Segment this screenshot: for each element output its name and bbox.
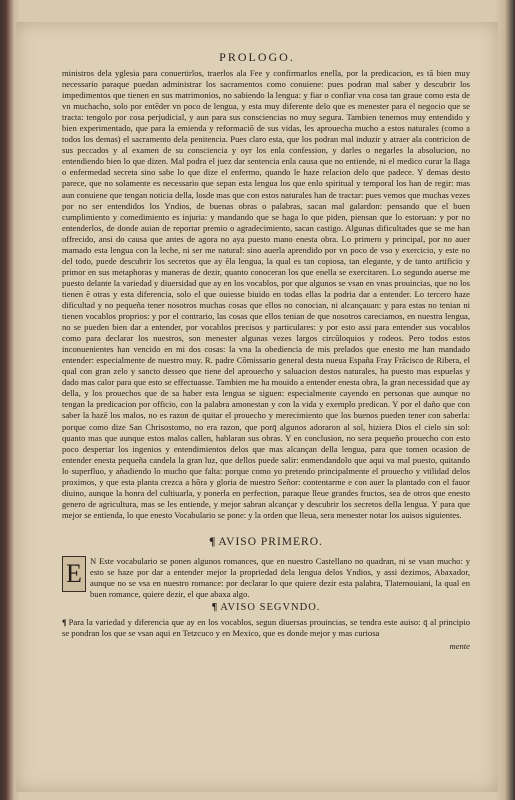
pilcrow-icon: ¶ — [211, 602, 219, 614]
aviso-primero-section — [62, 556, 470, 600]
drop-cap-letter: E — [62, 556, 86, 592]
aviso-primero-heading: ¶ AVISO PRIMERO. — [209, 535, 323, 548]
book-page — [16, 22, 498, 792]
prologue-paragraph: ministros dela yglesia para conuertirlos, traerlos ala Fee y confirmarlos enella, por la predicacion, es tā bien muy necessario paraque puedan administrar los sacramentos como conuiene: pues podran mal saber y descubrir los impedimentos que tienen en sus matrimonios, no sabiendo la lengua: y fiar o confiar vna cosa tan graue como esta de vn muchacho, solo por entēder vn poco de lengua, y esta muy diferente delo que es menester para el negocio que se tracta: tengolo por cosa perjudicial, y aun para sus consciencias no muy segura. Tambien tenemos muy entendido y bien experimentado, que para la emienda y reformaciō de sus vidas, les aprouecha mucho a estos naturales (como a todos los demas) el sacramento dela penitencia. Pues claro esta, que los podran mal induzir y atraer ala contricion de sus peccados y al examen de su consciencia y oyr los enla confession, y darles o negarles la absolucion, no entendiendo bien lo que dizen. Mal podra el juez dar sentencia enla causa que no entiende, ni el medico curar la llaga o enfermedad secreta sino sabe lo que dize el enfermo, quando le haze relacion delo que padece. Y demas desto parece, que no solamente es necessario que sepan esta lengua los que enlo spiritual y temporal los han de regir: mas aun conuiene que tengan noticia della, losde mas que con estos naturales han de tractar: pues vemos que muchas vezes por no ser entendidos los Yndios, de buenas obras o palabras, sacan mal galardon: pensando que el buen cumplimiento y comedimiento es injuria: y mandando que se haga lo que piden, piensan que lo estoruan: y por no entenderlos, de donde auian de reportar premio o agradecimiento, sacan castigo. Algunas dificultades que se me han offrecido, ansi do causa que antes de agora no aya puesto mano enesta obra. Lo primero y principal, por no auer mamado esta lengua con la leche, ni ser me natural: sino auerla aprendido por vn poco de vso y exercicio, y este no del todo, puede descubrir los secretos que ay ēla lengua, la qual es tan copiosa, tan elegante, y de tanto artificio y primor en sus metaphoras y maneras de dezir, quanto conoceran los que enella se exercitaren. Lo segundo auerse me puesto delante la variedad y diuersidad que ay en los vocablos, por que algunos se vsan en vnas prouincias, que no los tienen ē otras y esta diferencia, solo el que ouiesse biuido en todas ellas la podria dar a entender. Lo tercero haze dificultad y no pequeña tener nosotros muchas cosas que ellos no conocian, ni alcançauan: y para estas no tenian ni tienen vocablos proprios: y por el contrario, las cosas que ellos tenian de que nosotros careciamos, en nuestra lengua, no se pueden bien dar a entender, por vocablos precisos y particulares: y por esto assi para entender sus vocablos como para declarar los nuestros, son menester algunas vezes largos circūloquios y rodeos. Pero todos estos inconuenientes han vencido en mi dos cosas: la vna la obediencia de mis prelados que enesto me han mandado entender: especialmente de nuestro muy. R. padre Cōmissario general desta nueua España Fray Frācisco de Ribera, el qual con gran zelo y sancto desseo que tiene del aprouecho y saluacion destos naturales, ha puesto mas espuelas y dado mas calor para que esto se effectuasse. Tambien me ha mouido a entender enesta obra, la gran necessidad que ay della, y los prouechos que de sa haber esta lengua se siguen: especialmente cayendo en personas que aunque no tengan la predicacion por officio, con la palabra amonestan y con la vida y exemplo predican. Y por el daño que con saber la hazē los malos, no es razon de quitar el prouecho y merecimiento que los buenos pueden tener con saberla: porque como dize San Chrisostomo, no era razon, que porq̄ algunos adoraron al sol, hiziera Dios el cielo sin sol: quanto mas que aunque estos malos callen, hablaran sus obras. Y en conclusion, no sera pequeño prouecho con esto poco despertar los ingenios y entendimientos delos que mas alcançan della lengua, para que tomen ocasion de entender enesta pequeña candela la gran luz, que dellos puede salir: enmendandolo que aqui va mal puesto, quitando lo superfluo, y añadiendo lo mucho que falta: porque como yo pretendo principalmente el prouecho y vtilidad delos proximos, y que esta planta crezca a hōra y gloria de nuestro Señor: contentarme e con auer la plantado con el fauor diuino, aunque la honra del cultiuarla, y ponerla en perfection, paraque lleue grandes fructos, sea de otros que enesto genero de agricultura, mas se les entiende, y mejor sabran alcançar y descubrir los secretos della lengua. Y para que mejor se entienda, lo que enesto Vocabulario se pone: y la orden que lleua, sera menester notar los auisos siguientes. — [62, 68, 470, 520]
pilcrow-icon: ¶ — [62, 617, 67, 628]
aviso-primero-text: N Este vocabulario se ponen algunos romances, que en nuestro Castellano no quadran, ni se vsan mucho: y esto se haze por dar a entender mejor la propriedad dela lengua delos Yndios, y assi dezimos, Abaxador, aunque no se vsa en nuestro romance: por declarar lo que quiere dezir esta palabra, Tlatemouiani, la qual en buen romance, quiere dezir, el que abaxa algo. — [90, 555, 470, 600]
running-header: PROLOGO. — [219, 50, 295, 64]
catchword: mente — [449, 641, 470, 652]
page-body — [62, 68, 470, 652]
aviso-segundo-heading: ¶ AVISO SEGVNDO. — [211, 602, 321, 614]
pilcrow-icon: ¶ — [209, 535, 217, 548]
aviso-segundo-text: ¶ Para la variedad y diferencia que ay en los vocablos, segun diuersas prouincias, se tendra este auiso: q̄ al principio se pondran los que se vsan aqui en Tetzcuco y en Mexico, que es donde mejor y mas curiosa — [62, 617, 470, 639]
